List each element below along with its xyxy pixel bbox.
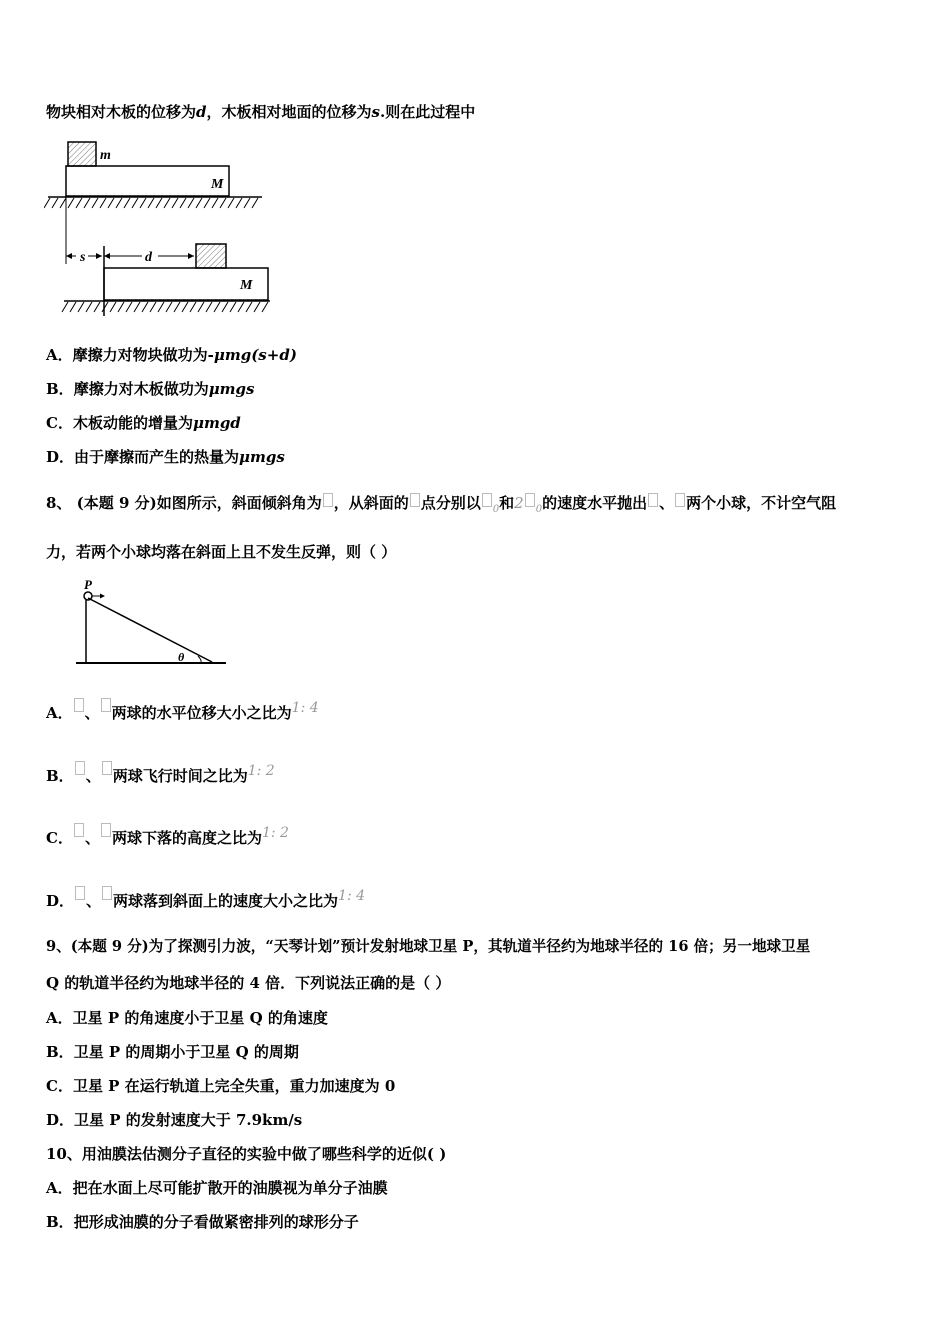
label-P: P [84,577,92,592]
option-text: 摩擦力对木板做功为 [73,380,209,398]
missing-symbol-box [75,886,85,900]
label-theta: θ [178,650,185,664]
option-ratio: 1: 4 [291,700,319,716]
missing-symbol-box [75,761,85,775]
upper-block [68,142,96,166]
option-prefix: B． [46,1043,74,1061]
q8-option-b [46,761,275,786]
q9-stem-line1: 9、(本题 9 分)为了探测引力波，“天琴计划”预计发射地球卫星 P，其轨道半径约为地球半径的 16 倍；另一地球卫星 [46,938,811,955]
option-sep: 、 [86,892,102,910]
option-text: 两球飞行时间之比为 [112,767,248,785]
label-s: s [80,250,86,265]
q9-option-a [46,1008,328,1028]
intro-var-d: d [196,103,207,121]
q8-text: 、 [659,494,675,512]
option-sep: 、 [85,767,101,785]
block-board-figure [44,138,284,320]
missing-symbol-box [102,761,112,775]
option-formula: μmgs [239,448,285,466]
option-text: 卫星 P 的发射速度大于 7.9km/s [74,1111,303,1129]
q9-stem-line2: Q 的轨道半径约为地球半径的 4 倍．下列说法正确的是（ ） [46,974,451,992]
q8-text: 8、 (本题 9 分)如图所示，斜面倾斜角为 [46,494,322,512]
option-text: 卫星 P 的角速度小于卫星 Q 的角速度 [72,1009,328,1027]
label-M-upper: M [211,177,224,192]
q8-stem-line1 [46,493,836,520]
option-prefix: C． [46,1077,73,1095]
option-ratio: 1: 2 [247,763,275,779]
option-ratio: 1: 4 [338,888,366,904]
option-prefix: D． [46,448,75,466]
q8-text: 点分别以 [420,494,481,512]
option-prefix: A． [46,346,73,364]
intro-var-s: s [371,103,380,121]
option-formula: μmgs [208,380,255,398]
option-text: 摩擦力对物块做功为- [72,346,214,364]
q7-option-c [46,413,241,433]
q8-text: 和 [499,494,515,512]
intro-text-3: .则在此过程中 [379,103,476,121]
option-prefix: B． [46,380,74,398]
q7-option-d [46,447,285,467]
missing-symbol-box [74,698,84,712]
missing-symbol-box [410,493,420,507]
missing-symbol-box [101,698,111,712]
subscript-zero: 0 [535,504,543,515]
q8-text: ，从斜面的 [333,494,409,512]
label-M-lower: M [240,278,253,293]
q10-stem: 10、用油膜法估测分子直径的实验中做了哪些科学的近似( ) [46,1145,447,1163]
q9-option-b [46,1042,299,1062]
coefficient-two: 2 [514,494,524,512]
option-prefix: C． [46,829,73,847]
option-prefix: B． [46,767,74,785]
q8-option-a [46,698,319,723]
option-sep: 、 [84,704,100,722]
option-prefix: D． [46,1111,75,1129]
missing-symbol-box [525,493,535,507]
option-ratio: 1: 2 [261,825,289,841]
incline-surface [88,598,212,662]
option-text: 木板动能的增量为 [72,414,193,432]
q8-option-d [46,886,365,911]
missing-symbol-box [102,886,112,900]
q10-option-b [46,1212,359,1232]
option-text: 由于摩擦而产生的热量为 [74,448,240,466]
missing-symbol-box [482,493,492,507]
option-formula: μmgd [192,414,241,432]
q7-option-b [46,379,255,399]
q8-stem-line2: 力，若两个小球均落在斜面上且不发生反弹，则（ ） [46,543,397,561]
label-m: m [100,148,111,163]
missing-symbol-box [323,493,333,507]
option-sep: 、 [84,829,100,847]
q9-option-d [46,1110,302,1130]
option-prefix: A． [46,1009,73,1027]
option-text: 两球落到斜面上的速度大小之比为 [113,892,339,910]
option-prefix: A． [46,704,73,722]
q10-option-a [46,1178,388,1198]
intro-text-2: ，木板相对地面的位移为 [206,103,372,121]
incline-figure [74,576,234,672]
option-text: 卫星 P 的周期小于卫星 Q 的周期 [73,1043,299,1061]
option-text: 把在水面上尽可能扩散开的油膜视为单分子油膜 [72,1179,388,1197]
option-text: 两球的水平位移大小之比为 [111,704,292,722]
label-d: d [145,250,152,265]
option-formula: μmg(s+d) [213,346,297,364]
missing-symbol-box [101,823,111,837]
intro-line [46,102,475,122]
q7-option-a [46,345,297,365]
upper-board [66,166,229,196]
q8-text: 的速度水平抛出 [542,494,648,512]
subscript-zero: 0 [492,504,500,515]
q8-text: 两个小球，不计空气阻 [686,494,837,512]
missing-symbol-box [648,493,658,507]
option-text: 卫星 P 在运行轨道上完全失重，重力加速度为 0 [72,1077,396,1095]
option-prefix: B． [46,1213,74,1231]
missing-symbol-box [675,493,685,507]
intro-text-1: 物块相对木板的位移为 [46,103,197,121]
option-prefix: C． [46,414,73,432]
missing-symbol-box [74,823,84,837]
lower-block [196,244,226,268]
q9-option-c [46,1076,395,1096]
option-text: 把形成油膜的分子看做紧密排列的球形分子 [73,1213,359,1231]
q8-option-c [46,823,289,848]
option-text: 两球下落的高度之比为 [111,829,262,847]
option-prefix: D． [46,892,75,910]
option-prefix: A． [46,1179,73,1197]
